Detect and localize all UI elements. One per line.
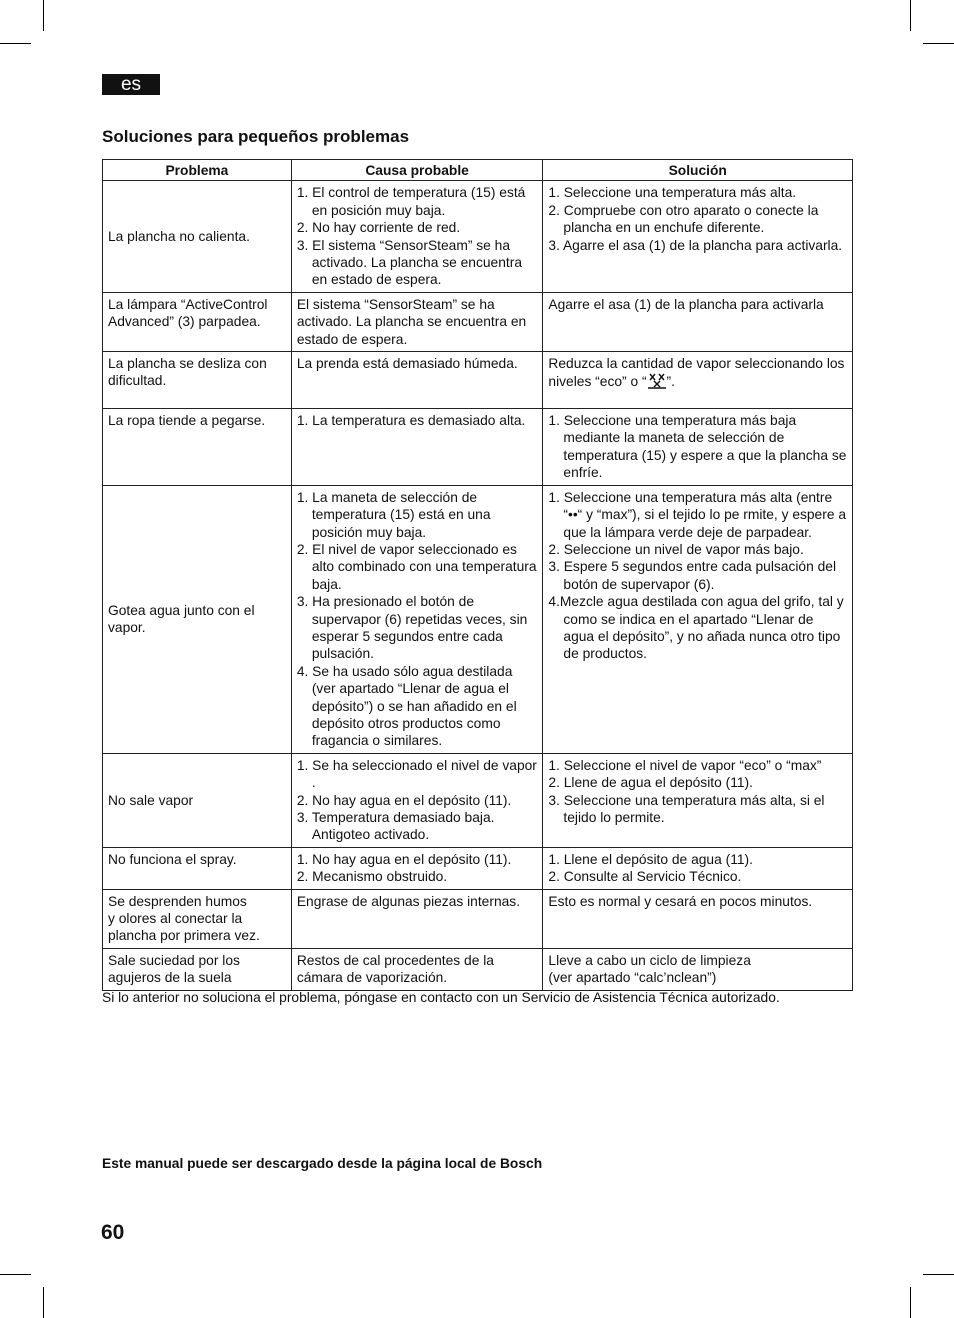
crop-mark <box>923 1274 954 1275</box>
solution-cell <box>543 485 853 753</box>
table-row <box>103 409 853 486</box>
solution-text: Reduzca la cantidad de vapor seleccionando los niveles “eco” o “ <box>548 356 845 390</box>
solution-item <box>548 792 847 827</box>
column-header-problem: Problema <box>103 160 292 181</box>
cause-text: 1. Se ha seleccionado el nivel de vapor . <box>296 757 537 791</box>
solution-text: 1. Seleccione una temperatura más baja mediante la maneta de selección de temperatura (15) y espere a que la plancha se enfríe. <box>548 413 847 481</box>
problem-text: Gotea agua junto con el vapor. <box>108 602 255 636</box>
table-row <box>103 181 853 292</box>
problem-cell <box>103 352 292 409</box>
table-row <box>103 292 853 351</box>
cause-cell <box>291 753 543 847</box>
solution-item <box>548 952 847 987</box>
cause-text: 4. Se ha usado sólo agua destilada (ver apartado “Llenar de agua el depósito”) o se han añadido en el depósito otros productos como fragancia o similares. <box>296 663 517 749</box>
cause-item <box>297 809 538 844</box>
solution-text: Lleve a cabo un ciclo de limpieza (ver apartado “calc’nclean”) <box>548 952 751 986</box>
solution-cell <box>543 352 853 409</box>
cause-item <box>297 296 538 348</box>
cause-item <box>297 412 538 429</box>
cause-text: 1. El control de temperatura (15) está en posición muy baja. <box>296 185 526 218</box>
solution-item <box>548 184 847 201</box>
cause-text: 1. No hay agua en el depósito (11). <box>296 851 512 867</box>
crop-mark <box>910 0 911 31</box>
table-row <box>103 753 853 847</box>
solution-text: 1. Llene el depósito de agua (11). <box>548 851 753 867</box>
cause-text: 2. El nivel de vapor seleccionado es alto combinado con una temperatura baja. <box>296 541 537 592</box>
problem-cell <box>103 485 292 753</box>
cause-text: 3. Ha presionado el botón de supervapor (6) repetidas veces, sin esperar 5 segundos entre cada pulsación. <box>296 594 528 662</box>
crop-mark <box>0 1274 31 1275</box>
cause-text: 2. Mecanismo obstruido. <box>296 869 448 885</box>
cause-item <box>297 757 538 792</box>
solution-item <box>548 757 847 774</box>
language-badge: es <box>102 74 160 95</box>
solution-item <box>548 558 847 593</box>
cause-item <box>297 541 538 593</box>
cause-cell <box>291 847 543 889</box>
solution-item <box>548 412 847 482</box>
cause-text: 1. La maneta de selección de temperatura (15) está en una posición muy baja. <box>296 489 491 540</box>
download-note: Este manual puede ser descargado desde la página local de Bosch <box>102 1156 543 1171</box>
solution-item <box>548 851 847 868</box>
solution-cell <box>543 753 853 847</box>
table-header-row <box>103 160 853 181</box>
solution-item <box>548 774 847 791</box>
cause-item <box>297 952 538 987</box>
problem-cell <box>103 753 292 847</box>
solution-text: 1. Seleccione una temperatura más alta (entre “••“ y “max”), si el tejido lo pe rmite, y espere a que la lámpara verde deje de parpadear. <box>548 489 847 540</box>
crop-mark <box>43 0 44 31</box>
cause-item <box>297 355 538 372</box>
problem-text: No funciona el spray. <box>108 851 237 867</box>
cause-item <box>297 219 538 236</box>
crop-mark <box>43 1287 44 1318</box>
solution-text: Esto es normal y cesará en pocos minutos. <box>548 893 813 909</box>
cause-item <box>297 893 538 910</box>
problem-text: La plancha se desliza con dificultad. <box>108 356 267 389</box>
solution-item <box>548 489 847 541</box>
table-row <box>103 948 853 990</box>
problem-text: La plancha no calienta. <box>108 228 250 244</box>
cause-item <box>297 868 538 885</box>
problem-cell <box>103 409 292 486</box>
column-header-solution: Solución <box>543 160 853 181</box>
solution-item <box>548 593 847 663</box>
problem-cell <box>103 948 292 990</box>
cause-item <box>297 237 538 289</box>
cause-text: 3. El sistema “SensorSteam” se ha activado. La plancha se encuentra en estado de espera. <box>296 237 522 288</box>
solution-cell <box>543 409 853 486</box>
cause-text: 2. No hay corriente de red. <box>296 220 461 236</box>
problem-text: La ropa tiende a pegarse. <box>108 413 266 429</box>
cause-cell <box>291 948 543 990</box>
cause-item <box>297 489 538 541</box>
solution-text: 4.Mezcle agua destilada con agua del grifo, tal y como se indica en el apartado “Llenar de agua el depósito”, y no añada nunca otro tipo de productos. <box>548 594 844 662</box>
cause-text: 3. Temperatura demasiado baja. Antigoteo activado. <box>296 810 495 843</box>
cause-text: La prenda está demasiado húmeda. <box>296 356 518 372</box>
cause-text: Engrase de algunas piezas internas. <box>296 893 521 909</box>
table-body <box>103 181 853 990</box>
problem-cell <box>103 181 292 292</box>
table-row <box>103 847 853 889</box>
solution-item <box>548 237 847 254</box>
problem-cell <box>103 847 292 889</box>
solution-item <box>548 868 847 885</box>
column-header-cause: Causa probable <box>291 160 543 181</box>
cause-item <box>297 184 538 219</box>
problem-cell <box>103 292 292 351</box>
solution-cell <box>543 292 853 351</box>
cause-item <box>297 663 538 750</box>
solution-text: 3. Espere 5 segundos entre cada pulsación del botón de supervapor (6). <box>548 559 837 592</box>
solution-cell <box>543 847 853 889</box>
section-title: Soluciones para pequeños problemas <box>102 127 410 146</box>
solution-text: 2. Consulte al Servicio Técnico. <box>548 869 742 885</box>
cause-text: 2. No hay agua en el depósito (11). <box>296 792 512 808</box>
cause-text: El sistema “SensorSteam” se ha activado. La plancha se encuentra en estado de espera. <box>296 296 527 347</box>
solution-item <box>548 296 847 313</box>
cause-cell <box>291 409 543 486</box>
solution-text: 1. Seleccione el nivel de vapor “eco” o “max” <box>548 757 822 773</box>
table-row <box>103 889 853 948</box>
table-row <box>103 485 853 753</box>
cause-cell <box>291 352 543 409</box>
steam-level-icon <box>647 372 667 393</box>
problem-cell <box>103 889 292 948</box>
solution-text: Agarre el asa (1) de la plancha para activarla <box>548 296 824 312</box>
solution-cell <box>543 948 853 990</box>
solution-text: 2. Llene de agua el depósito (11). <box>548 775 753 791</box>
solution-item <box>548 893 847 910</box>
crop-mark <box>923 43 954 44</box>
crop-mark <box>0 43 31 44</box>
cause-item <box>297 792 538 809</box>
solution-cell <box>543 181 853 292</box>
contact-note: Si lo anterior no soluciona el problema, póngase en contacto con un Servicio de Asistencia Técnica autorizado. <box>102 990 780 1005</box>
solution-text: 1. Seleccione una temperatura más alta. <box>548 185 797 201</box>
table-row <box>103 352 853 409</box>
solution-text: 2. Seleccione un nivel de vapor más bajo. <box>548 541 804 557</box>
solution-text: 2. Compruebe con otro aparato o conecte la plancha en un enchufe diferente. <box>548 202 819 236</box>
solution-suffix: ”. <box>666 374 675 390</box>
solution-item <box>548 541 847 558</box>
solution-text: 3. Seleccione una temperatura más alta, si el tejido lo permite. <box>548 792 825 825</box>
cause-item <box>297 851 538 868</box>
solution-text: 3. Agarre el asa (1) de la plancha para activarla. <box>548 237 843 253</box>
problem-text: No sale vapor <box>108 792 194 808</box>
problem-text: Se desprenden humos y olores al conectar la plancha por primera vez. <box>108 893 260 944</box>
cause-cell <box>291 292 543 351</box>
troubleshooting-table <box>102 159 853 991</box>
cause-cell <box>291 485 543 753</box>
cause-cell <box>291 889 543 948</box>
solution-item <box>548 202 847 237</box>
cause-cell <box>291 181 543 292</box>
solution-item <box>548 355 847 394</box>
cause-item <box>297 593 538 663</box>
cause-text: Restos de cal procedentes de la cámara de vaporización. <box>296 952 494 986</box>
page-number: 60 <box>101 1221 125 1244</box>
crop-mark <box>910 1287 911 1318</box>
solution-cell <box>543 889 853 948</box>
cause-text: 1. La temperatura es demasiado alta. <box>296 413 526 429</box>
problem-text: La lámpara “ActiveControl Advanced” (3) parpadea. <box>108 296 268 330</box>
problem-text: Sale suciedad por los agujeros de la suela <box>108 952 240 986</box>
